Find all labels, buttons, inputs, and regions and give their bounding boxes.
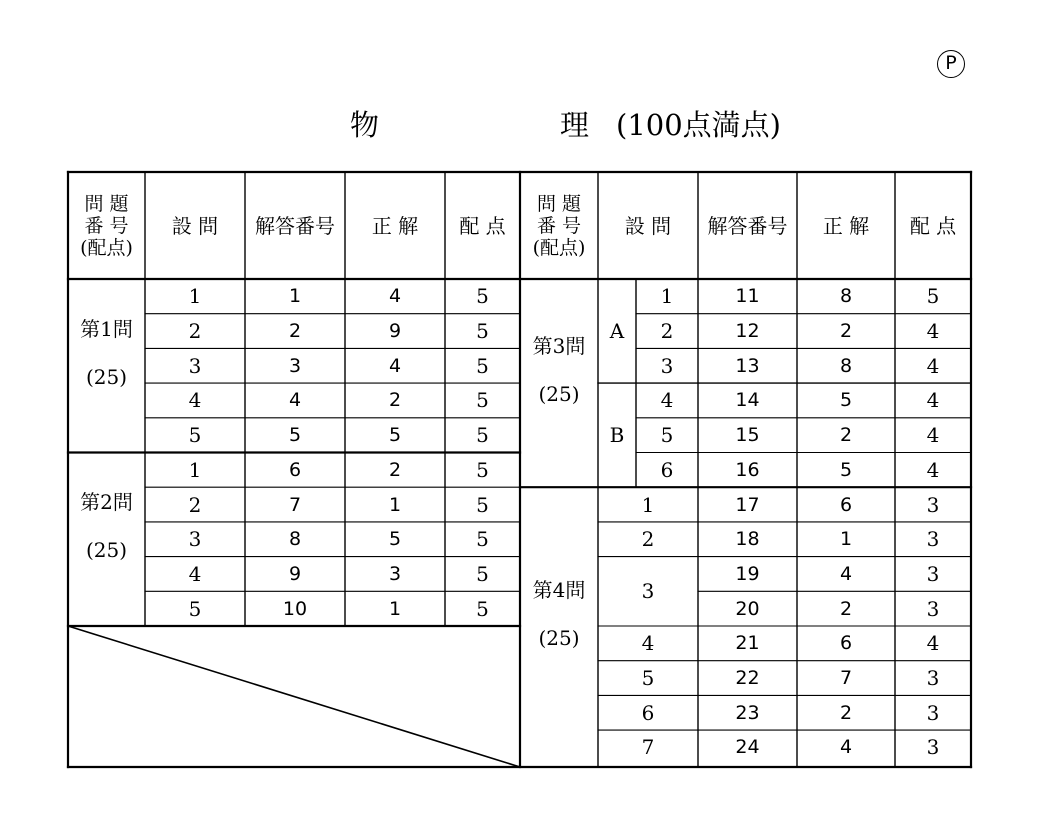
right-item-question: 2 [641,527,655,552]
right-row-question: 3 [660,353,674,378]
left-row-correct-answer: 3 [388,562,402,585]
left-row-correct-answer: 4 [388,354,402,377]
left-section-name: 第1問 [80,316,133,341]
right-row-points: 3 [926,596,940,621]
full-marks-label: (100点満点) [616,108,781,142]
right-section-name: 第4問 [532,578,586,603]
right-item-question: 1 [641,492,655,517]
right-row-points: 4 [926,457,940,482]
left-row-points: 5 [476,527,489,552]
left-row-question: 5 [188,596,202,621]
right-header-correct-answer: 正 解 [822,213,870,238]
left-row-points: 5 [476,284,489,309]
right-item-question: 7 [641,735,655,760]
right-row-correct-answer: 2 [839,424,853,447]
right-row-points: 3 [926,561,940,586]
right-row-points: 4 [926,388,940,413]
right-row-answer-number: 19 [735,562,760,585]
right-item-question: 6 [641,700,655,725]
left-section-points: (25) [85,538,128,563]
empty-area-diagonal [68,626,520,767]
right-row-answer-number: 21 [735,632,760,655]
left-row-points: 5 [476,457,489,482]
left-row-correct-answer: 1 [388,597,402,620]
left-row-question: 2 [188,319,202,344]
right-row-points: 3 [926,527,940,552]
left-header-problem-number-line-2: 番 号 [84,214,129,237]
left-section-points: (25) [85,364,128,389]
right-row-correct-answer: 2 [839,597,853,620]
left-row-answer-number: 2 [288,320,302,343]
left-row-answer-number: 3 [288,354,302,377]
left-row-correct-answer: 2 [388,389,402,412]
right-item-question: 4 [641,631,655,656]
right-row-answer-number: 16 [735,458,760,481]
left-row-correct-answer: 5 [388,424,402,447]
right-row-question: 2 [660,319,674,344]
right-header-answer-number: 解答番号 [707,213,788,238]
right-header-question: 設 問 [624,213,672,238]
right-row-correct-answer: 5 [839,389,853,412]
left-header-correct-answer: 正 解 [371,213,419,238]
left-row-points: 5 [476,319,489,344]
left-row-answer-number: 4 [288,389,302,412]
right-row-correct-answer: 8 [839,285,853,308]
right-section-points: (25) [538,382,580,407]
right-row-answer-number: 22 [735,667,760,690]
left-header-problem-number-line-3: (配点) [80,236,133,259]
left-row-correct-answer: 9 [388,320,402,343]
left-row-points: 5 [476,492,489,517]
left-row-answer-number: 6 [288,458,302,481]
right-row-correct-answer: 4 [839,736,853,759]
left-row-question: 2 [188,492,202,517]
right-header-points: 配 点 [909,213,957,238]
right-row-correct-answer: 4 [839,562,853,585]
right-row-question: 4 [660,388,674,413]
right-row-correct-answer: 2 [839,701,853,724]
left-row-points: 5 [476,423,489,448]
right-row-points: 4 [926,353,940,378]
right-row-answer-number: 23 [735,701,760,724]
left-row-correct-answer: 1 [388,493,402,516]
right-row-correct-answer: 1 [839,528,853,551]
right-row-answer-number: 13 [735,354,760,377]
left-row-question: 3 [188,353,202,378]
right-header-problem-number-line-3: (配点) [532,236,586,259]
right-row-answer-number: 24 [735,736,760,759]
right-row-points: 4 [926,423,940,448]
right-row-answer-number: 20 [735,597,760,620]
right-header-problem-number-line-1: 問 題 [536,192,582,215]
left-row-question: 1 [188,284,202,309]
left-row-answer-number: 7 [288,493,302,516]
right-row-points: 3 [926,735,940,760]
left-row-answer-number: 1 [288,285,302,308]
left-row-question: 4 [188,561,202,586]
right-row-points: 4 [926,631,940,656]
left-header-question: 設 問 [171,213,219,238]
left-header-problem-number-line-1: 問 題 [84,192,129,215]
right-item-question: 3 [641,579,655,604]
right-row-question: 6 [660,457,674,482]
right-header-problem-number [520,178,598,273]
left-header-points: 配 点 [459,213,506,238]
left-row-points: 5 [476,561,489,586]
right-row-correct-answer: 5 [839,458,853,481]
right-row-answer-number: 11 [735,285,760,308]
right-row-points: 3 [926,492,940,517]
right-row-question: 5 [660,423,674,448]
left-header-problem-number [68,178,145,273]
right-group-label: A [609,319,625,344]
right-row-answer-number: 12 [735,320,760,343]
left-row-correct-answer: 2 [388,458,402,481]
right-header-problem-number-line-2: 番 号 [536,214,582,237]
right-group-label: B [609,423,625,448]
subject-char-2: 理 [560,108,590,142]
subject-char-1: 物 [350,108,380,142]
right-row-answer-number: 17 [735,493,760,516]
left-row-points: 5 [476,353,489,378]
left-row-answer-number: 8 [288,528,302,551]
right-row-correct-answer: 6 [839,493,853,516]
left-row-points: 5 [476,388,489,413]
right-row-question: 1 [660,284,674,309]
right-row-points: 3 [926,666,940,691]
right-row-correct-answer: 6 [839,632,853,655]
right-section-name: 第3問 [532,334,586,359]
right-row-correct-answer: 7 [839,667,853,690]
left-header-answer-number: 解答番号 [255,213,335,238]
left-row-points: 5 [476,596,489,621]
right-row-answer-number: 15 [735,424,760,447]
left-row-question: 3 [188,527,202,552]
right-item-question: 5 [641,666,655,691]
left-row-answer-number: 10 [282,597,308,620]
left-section-name: 第2問 [80,490,133,515]
p-mark-badge: P [937,50,965,78]
right-row-points: 5 [926,284,940,309]
right-row-points: 3 [926,700,940,725]
right-row-answer-number: 14 [735,389,760,412]
left-row-answer-number: 5 [288,424,302,447]
left-row-question: 5 [188,423,202,448]
right-row-points: 4 [926,319,940,344]
left-row-correct-answer: 4 [388,285,402,308]
right-row-answer-number: 18 [735,528,760,551]
left-row-answer-number: 9 [288,562,302,585]
right-section-points: (25) [538,626,580,651]
right-row-correct-answer: 8 [839,354,853,377]
left-row-question: 4 [188,388,202,413]
left-row-correct-answer: 5 [388,528,402,551]
right-row-correct-answer: 2 [839,320,853,343]
left-row-question: 1 [188,457,202,482]
